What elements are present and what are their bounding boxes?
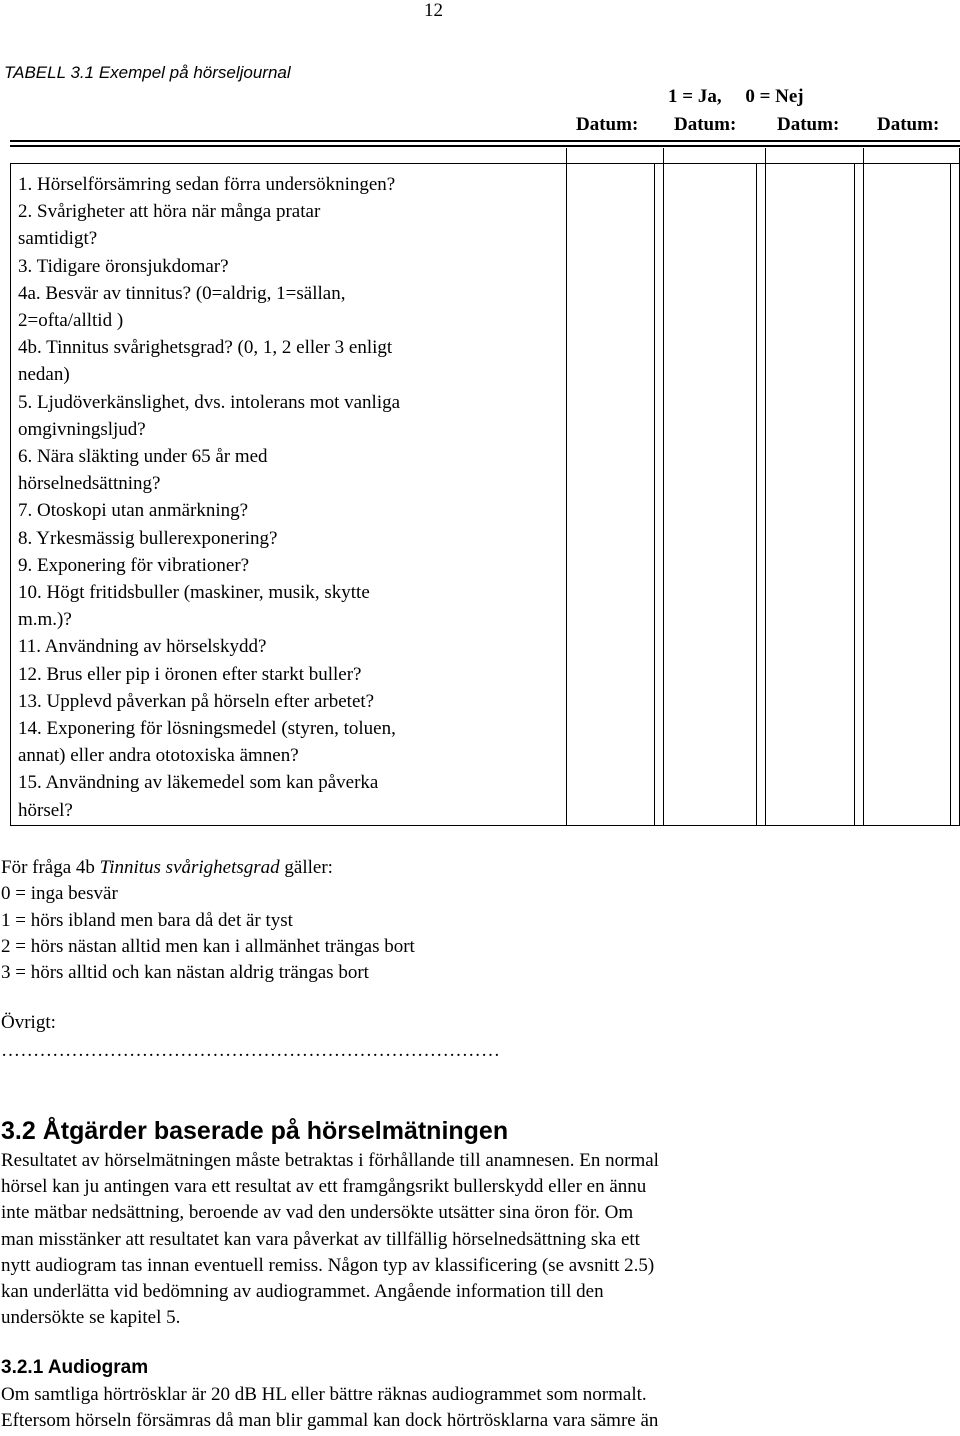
- column-divider: [663, 148, 664, 163]
- scale-line: 0 = inga besvär: [1, 883, 118, 905]
- question-line: 2. Svårigheter att höra när många pratar: [18, 201, 321, 223]
- question-line: 15. Användning av läkemedel som kan påverka: [18, 772, 379, 794]
- question-line: 6. Nära släkting under 65 år med: [18, 446, 268, 468]
- column-divider: [863, 148, 864, 163]
- subsection-paragraph: [1, 1382, 831, 1434]
- scale-line: 3 = hörs alltid och kan nästan aldrig trängas bort: [1, 962, 369, 984]
- question-line: 11. Användning av hörselskydd?: [18, 636, 267, 658]
- question-line: 1. Hörselförsämring sedan förra undersökningen?: [18, 174, 396, 195]
- scale-line: 1 = hörs ibland men bara då det är tyst: [1, 909, 293, 931]
- question-line: hörselnedsättning?: [18, 473, 161, 495]
- section-paragraph: [1, 1148, 831, 1331]
- question-line: 3. Tidigare öronsjukdomar?: [18, 255, 229, 277]
- column-divider: [854, 163, 855, 826]
- paragraph-line: man misstänker att resultatet kan vara påverkat av tillfällig hörselnedsättning ska ett: [1, 1228, 640, 1250]
- fill-in-dots: ……………………………………………………………………: [1, 1040, 501, 1061]
- paragraph-line: Eftersom hörseln försämras då man blir gammal kan dock hörtrösklarna vara sämre än: [1, 1410, 659, 1432]
- paragraph-line: Resultatet av hörselmätningen måste betraktas i förhållande till anamnesen. En normal: [1, 1150, 659, 1171]
- question-line: 7. Otoskopi utan anmärkning?: [18, 500, 249, 522]
- question-line: annat) eller andra ototoxiska ämnen?: [18, 745, 299, 767]
- other-label: Övrigt:: [1, 1012, 56, 1033]
- question-line: 5. Ljudöverkänslighet, dvs. intolerans mot vanliga: [18, 391, 401, 413]
- question-list: [18, 171, 558, 824]
- tinnitus-scale-notes: [1, 855, 415, 986]
- section-heading: 3.2 Åtgärder baserade på hörselmätningen: [1, 1117, 509, 1145]
- question-line: 14. Exponering för lösningsmedel (styren, toluen,: [18, 718, 396, 740]
- column-divider: [654, 163, 655, 826]
- column-divider: [950, 163, 951, 826]
- paragraph-line: Om samtliga hörtrösklar är 20 dB HL eller bättre räknas audiogrammet som normalt.: [1, 1384, 647, 1405]
- question-line: 4b. Tinnitus svårighetsgrad? (0, 1, 2 eller 3 enligt: [18, 337, 393, 359]
- question-line: 12. Brus eller pip i öronen efter starkt buller?: [18, 663, 362, 685]
- question-line: 2=ofta/alltid ): [18, 310, 124, 332]
- question-line: 8. Yrkesmässig bullerexponering?: [18, 527, 278, 549]
- scale-line: 2 = hörs nästan alltid men kan i allmänhet trängas bort: [1, 935, 415, 957]
- paragraph-line: nytt audiogram tas innan eventuell remiss. Någon typ av klassificering (se avsnitt 2.5): [1, 1254, 655, 1276]
- paragraph-line: inte mätbar nedsättning, beroende av vad den undersökte utsätter sina öron för. Om: [1, 1202, 634, 1224]
- column-divider: [765, 163, 766, 826]
- question-line: omgivningsljud?: [18, 418, 146, 440]
- column-divider: [663, 163, 664, 826]
- column-divider: [765, 148, 766, 163]
- column-divider: [566, 148, 567, 163]
- subsection-heading: 3.2.1 Audiogram: [1, 1357, 149, 1378]
- date-column-header: Datum:: [674, 114, 737, 135]
- question-line: 4a. Besvär av tinnitus? (0=aldrig, 1=sällan,: [18, 282, 346, 304]
- paragraph-line: kan underlätta vid bedömning av audiogrammet. Angående information till den: [1, 1281, 604, 1303]
- column-divider: [863, 163, 864, 826]
- question-line: m.m.)?: [18, 609, 72, 631]
- question-line: 9. Exponering för vibrationer?: [18, 554, 250, 576]
- paragraph-line: hörsel kan ju antingen vara ett resultat av ett framgångsrikt bullerskydd eller en ännu: [1, 1176, 647, 1198]
- question-line: nedan): [18, 364, 70, 386]
- question-line: 13. Upplevd påverkan på hörseln efter arbetet?: [18, 690, 375, 712]
- date-column-header: Datum:: [777, 114, 840, 135]
- answer-legend: 1 = Ja, 0 = Nej: [668, 86, 804, 107]
- column-divider: [566, 163, 567, 826]
- page-number: 12: [424, 0, 443, 21]
- paragraph-line: undersökte se kapitel 5.: [1, 1307, 181, 1329]
- question-line: hörsel?: [18, 799, 73, 821]
- question-line: 10. Högt fritidsbuller (maskiner, musik, skytte: [18, 582, 370, 604]
- header-double-rule: [10, 140, 960, 147]
- date-column-header: Datum:: [576, 114, 639, 135]
- date-column-header: Datum:: [877, 114, 940, 135]
- column-divider: [756, 163, 757, 826]
- table-caption: TABELL 3.1 Exempel på hörseljournal: [4, 63, 291, 82]
- question-line: samtidigt?: [18, 228, 98, 250]
- notes-intro: För fråga 4b Tinnitus svårighetsgrad gäller:: [1, 857, 333, 878]
